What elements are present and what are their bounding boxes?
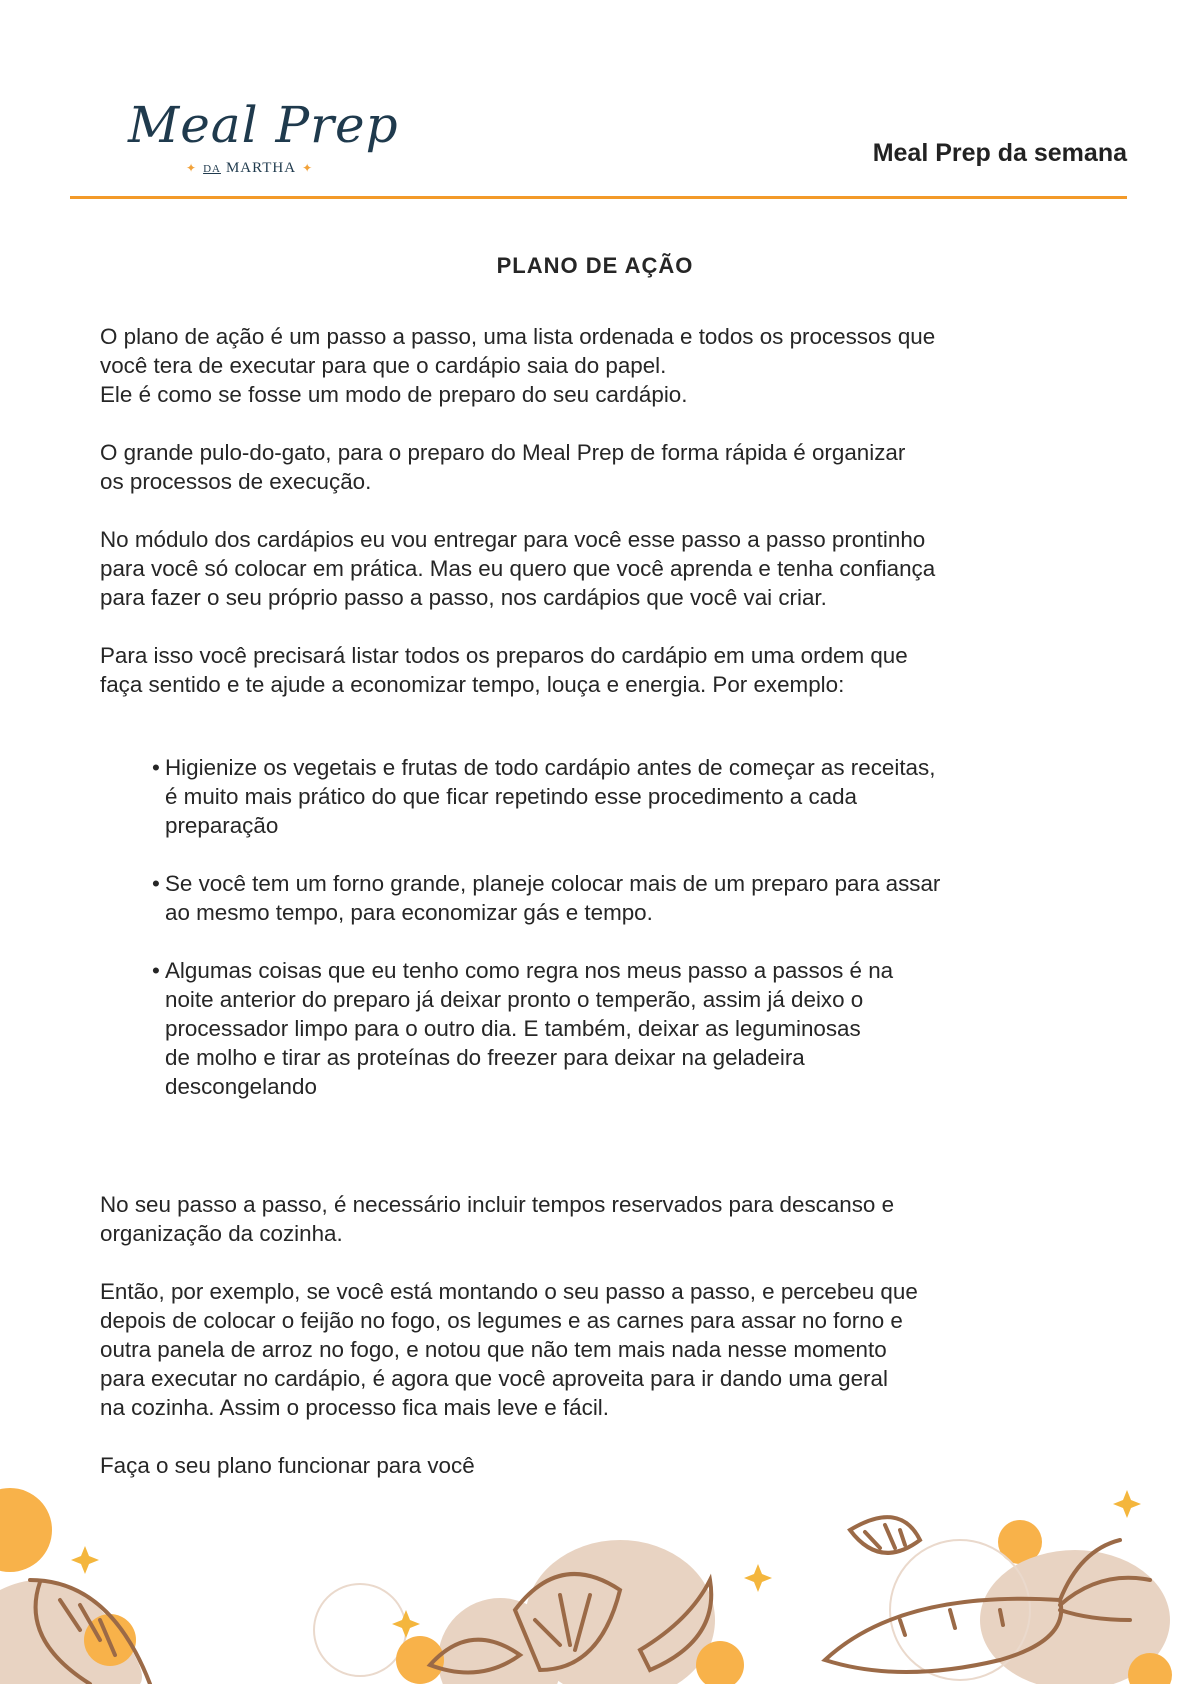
outline-circle: [314, 1584, 406, 1676]
list-item-text: Higienize os vegetais e frutas de todo cardápio antes de começar as receitas, é muito mais prático do que ficar repetindo esse procedimento a cada preparação: [165, 755, 936, 838]
paragraph: No módulo dos cardápios eu vou entregar para você esse passo a passo prontinho para você só colocar em prática. Mas eu quero que você aprenda e tenha confiança para fazer o seu próprio passo a passo, nos cardápios que você vai criar.: [100, 527, 936, 610]
sparkle-icon: ✦: [302, 161, 314, 175]
food-illustration-footer: [0, 1470, 1190, 1684]
tips-list: [152, 753, 1127, 1101]
logo-sub-prefix: DA: [203, 163, 221, 175]
logo-subtitle: [180, 160, 319, 177]
sparkle-icon: [1113, 1490, 1141, 1518]
sparkle-icon: [744, 1564, 772, 1592]
list-item: [152, 956, 1127, 1101]
paragraph: O plano de ação é um passo a passo, uma lista ordenada e todos os processos que você tera de executar para que o cardápio saia do papel. Ele é como se fosse um modo de preparo do seu cardápio.: [100, 324, 936, 407]
bullet-icon: •: [152, 871, 160, 896]
header-divider: [70, 196, 1127, 199]
list-item-text: Se você tem um forno grande, planeje colocar mais de um preparo para assar ao mesmo tempo, para economizar gás e tempo.: [165, 871, 941, 925]
paragraph: Faça o seu plano funcionar para você: [100, 1453, 475, 1478]
orange-slice-icon: [850, 1517, 920, 1553]
bullet-icon: •: [152, 755, 160, 780]
paragraph: No seu passo a passo, é necessário incluir tempos reservados para descanso e organização da cozinha.: [100, 1192, 895, 1246]
brand-logo: [128, 96, 399, 186]
page-title: PLANO DE AÇÃO: [496, 253, 694, 278]
header-title: Meal Prep da semana: [872, 139, 1127, 167]
list-item: [152, 753, 1127, 840]
sparkle-icon: [392, 1610, 420, 1638]
document-body: [100, 322, 1140, 1509]
bullet-icon: •: [152, 958, 160, 983]
sparkle-icon: ✦: [186, 161, 198, 175]
logo-script-text: Meal Prep: [128, 96, 399, 154]
orange-dot: [0, 1488, 52, 1572]
sparkle-icon: [71, 1546, 99, 1574]
paragraph: O grande pulo-do-gato, para o preparo do Meal Prep de forma rápida é organizar os processos de execução.: [100, 440, 906, 494]
list-item-text: Algumas coisas que eu tenho como regra nos meus passo a passos é na noite anterior do preparo já deixar pronto o temperão, assim já deixo o processador limpo para o outro dia. E também, deixar as leguminosas de molho e tirar as proteínas do freezer para deixar na geladeira descongelando: [165, 958, 894, 1099]
paragraph: Para isso você precisará listar todos os preparos do cardápio em uma ordem que faça sentido e te ajude a economizar tempo, louça e energia. Por exemplo:: [100, 643, 908, 697]
list-item: [152, 869, 1127, 927]
logo-sub-text: MARTHA: [225, 160, 297, 176]
closing-section: [100, 1190, 1140, 1480]
paragraph: Então, por exemplo, se você está montando o seu passo a passo, e percebeu que depois de colocar o feijão no fogo, os legumes e as carnes para assar no forno e outra panela de arroz no fogo, e notou que não tem mais nada nesse momento para executar no cardápio, é agora que você aproveita para ir dando uma geral na cozinha. Assim o processo fica mais leve e fácil.: [100, 1279, 918, 1420]
